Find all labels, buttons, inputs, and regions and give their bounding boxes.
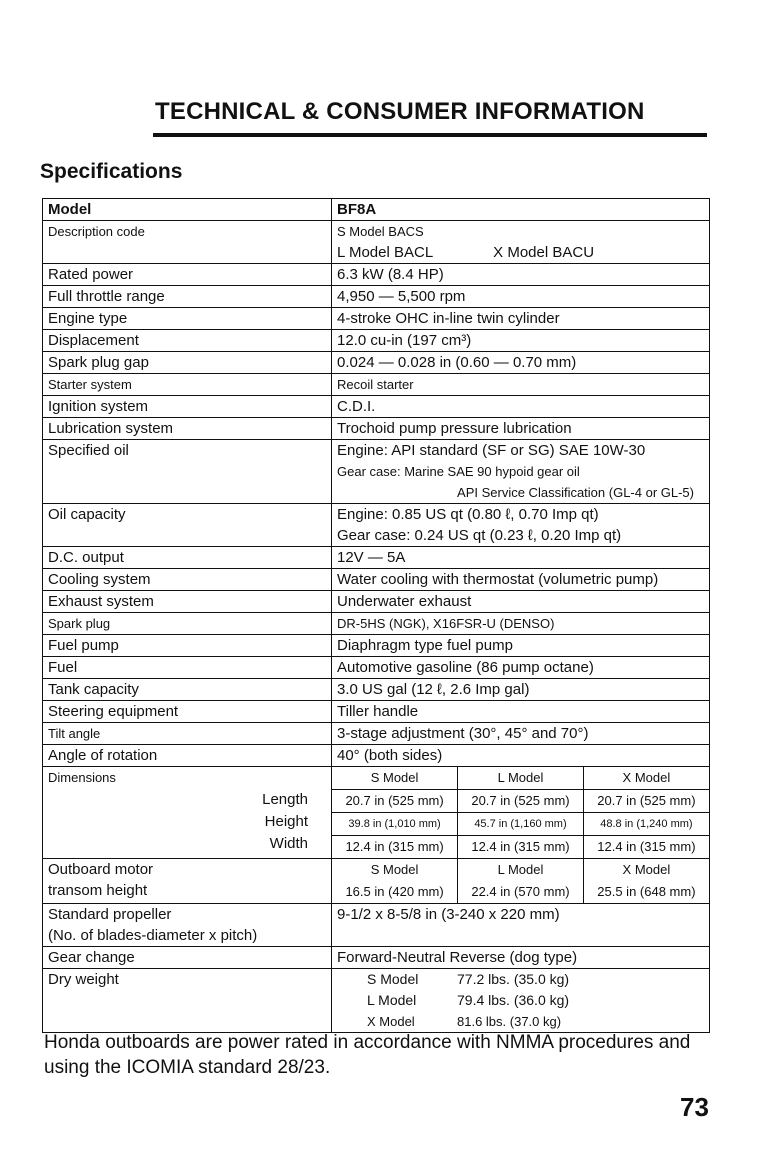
oil-api-class-line: API Service Classification (GL-4 or GL-5) [457,485,694,500]
oil-gear-case-line: Gear case: Marine SAE 90 hypoid gear oil [337,464,580,479]
description-line-2 [337,242,704,263]
table-row [43,569,710,591]
oil-capacity-engine: Engine: 0.85 US qt (0.80 ℓ, 0.70 Imp qt) [337,506,599,523]
row-label: Full throttle range [43,286,332,308]
row-label: Rated power [43,264,332,286]
table-row-model [43,199,710,221]
row-value [332,440,710,504]
row-value: Forward-Neutral Reverse (dog type) [332,947,710,969]
transom-header-l: L Model [458,859,584,881]
dim-header-s: S Model [332,767,458,790]
row-label: Engine type [43,308,332,330]
table-row-specified-oil [43,440,710,504]
row-value: DR-5HS (NGK), X16FSR-U (DENSO) [332,613,710,635]
table-row [43,286,710,308]
row-label: Tank capacity [43,679,332,701]
row-value: 40° (both sides) [332,745,710,767]
row-label: Starter system [43,374,332,396]
propeller-label-1: Standard propeller [48,906,172,923]
table-row-gear-change [43,947,710,969]
row-value: Tiller handle [332,701,710,723]
dimensions-width-row [332,836,709,859]
row-label: Fuel [43,657,332,679]
transom-header-x: X Model [583,859,709,881]
weight-value: 77.2 lbs. (35.0 kg) [457,971,570,987]
row-label [43,767,332,859]
row-label: Dry weight [43,969,332,1033]
dimensions-length-row [332,790,709,813]
row-label: Spark plug gap [43,352,332,374]
row-label: Lubrication system [43,418,332,440]
header-rule [153,133,707,137]
table-row-dry-weight [43,969,710,1033]
table-row [43,352,710,374]
row-value: Recoil starter [332,374,710,396]
row-value: Underwater exhaust [332,591,710,613]
row-value: C.D.I. [332,396,710,418]
row-value [332,504,710,547]
dimensions-header-row [332,767,709,790]
row-label: Spark plug [43,613,332,635]
row-value: 4-stroke OHC in-line twin cylinder [332,308,710,330]
row-value [332,221,710,264]
dimensions-subtable [332,767,709,858]
weight-row-x [337,1011,704,1032]
row-label: Angle of rotation [43,745,332,767]
dim-value: 12.4 in (315 mm) [458,836,584,859]
dimensions-label: Dimensions [48,770,116,785]
row-label: Displacement [43,330,332,352]
table-row [43,330,710,352]
height-label: Height [264,813,308,830]
table-row [43,396,710,418]
dim-value: 12.4 in (315 mm) [345,839,444,854]
transom-value: 25.5 in (648 mm) [583,881,709,903]
table-row [43,264,710,286]
row-label [43,904,332,947]
dimensions-values [332,767,710,859]
dim-value: 48.8 in (1,240 mm) [583,813,709,836]
row-value: 3-stage adjustment (30°, 45° and 70°) [332,723,710,745]
table-row [43,679,710,701]
description-l-model: L Model BACL [337,244,434,261]
dimensions-height-row [332,813,709,836]
row-label: Description code [43,221,332,264]
table-row-transom-height [43,859,710,904]
row-label [43,859,332,904]
table-row-description-code [43,221,710,264]
transom-value-row [332,881,709,903]
row-label: Ignition system [43,396,332,418]
page-header-title: TECHNICAL & CONSUMER INFORMATION [155,98,645,125]
dim-header-x: X Model [583,767,709,790]
description-line-1: S Model BACS [337,224,424,239]
row-label: Exhaust system [43,591,332,613]
row-value: 4,950 — 5,500 rpm [332,286,710,308]
row-label: Specified oil [43,440,332,504]
table-row [43,701,710,723]
row-value: BF8A [332,199,710,221]
row-value: 9-1/2 x 8-5/8 in (3-240 x 220 mm) [332,904,710,947]
row-value: Diaphragm type fuel pump [332,635,710,657]
dim-header-l: L Model [458,767,584,790]
table-row [43,547,710,569]
transom-subtable [332,859,709,903]
table-row [43,657,710,679]
row-value [332,969,710,1033]
row-label: Steering equipment [43,701,332,723]
transom-value: 22.4 in (570 mm) [458,881,584,903]
row-label: Tilt angle [43,723,332,745]
table-row [43,308,710,330]
transom-header-row [332,859,709,881]
dim-value: 39.8 in (1,010 mm) [332,813,458,836]
weight-value: 81.6 lbs. (37.0 kg) [457,1014,562,1029]
footnote: Honda outboards are power rated in accordance with NMMA procedures and using the ICOMIA standard 28/23. [44,1032,691,1078]
table-row [43,723,710,745]
row-value: 0.024 — 0.028 in (0.60 — 0.70 mm) [332,352,710,374]
weight-value: 79.4 lbs. (36.0 kg) [457,992,570,1008]
dim-value: 20.7 in (525 mm) [458,790,584,813]
page-number: 73 [680,1092,709,1122]
dim-value: 20.7 in (525 mm) [332,790,458,813]
transom-label-2: transom height [48,882,148,899]
row-label: Cooling system [43,569,332,591]
table-row-dimensions [43,767,710,859]
row-label: Fuel pump [43,635,332,657]
row-value: Water cooling with thermostat (volumetric pump) [332,569,710,591]
table-row [43,591,710,613]
specifications-table [42,198,710,1033]
table-row [43,745,710,767]
row-label: Model [43,199,332,221]
table-row-propeller [43,904,710,947]
table-row [43,613,710,635]
row-value: 3.0 US gal (12 ℓ, 2.6 Imp gal) [332,679,710,701]
oil-capacity-gear-case: Gear case: 0.24 US qt (0.23 ℓ, 0.20 Imp qt) [337,527,622,544]
row-label: Gear change [43,947,332,969]
description-x-model: X Model BACU [493,244,595,261]
weight-model: S Model [367,971,419,987]
section-title: Specifications [40,160,183,183]
row-value: Automotive gasoline (86 pump octane) [332,657,710,679]
weight-row-l [337,990,704,1011]
transom-label-1: Outboard motor [48,861,154,878]
row-label: D.C. output [43,547,332,569]
row-value: 12V — 5A [332,547,710,569]
width-label: Width [269,835,308,852]
table-row-oil-capacity [43,504,710,547]
length-label: Length [262,791,308,808]
weight-model: L Model [367,992,417,1008]
transom-header-s: S Model [370,862,419,877]
row-value: 12.0 cu-in (197 cm³) [332,330,710,352]
row-value: 6.3 kW (8.4 HP) [332,264,710,286]
transom-values [332,859,710,904]
table-row [43,418,710,440]
weight-model: X Model [367,1014,415,1029]
dim-value: 12.4 in (315 mm) [583,836,709,859]
dim-value: 20.7 in (525 mm) [583,790,709,813]
table-row [43,374,710,396]
oil-engine-line: Engine: API standard (SF or SG) SAE 10W-30 [337,442,646,459]
table-row [43,635,710,657]
dim-value: 45.7 in (1,160 mm) [458,813,584,836]
weight-row-s [337,969,704,990]
row-label: Oil capacity [43,504,332,547]
row-value: Trochoid pump pressure lubrication [332,418,710,440]
transom-value: 16.5 in (420 mm) [345,884,444,899]
propeller-label-2: (No. of blades-diameter x pitch) [48,927,258,944]
